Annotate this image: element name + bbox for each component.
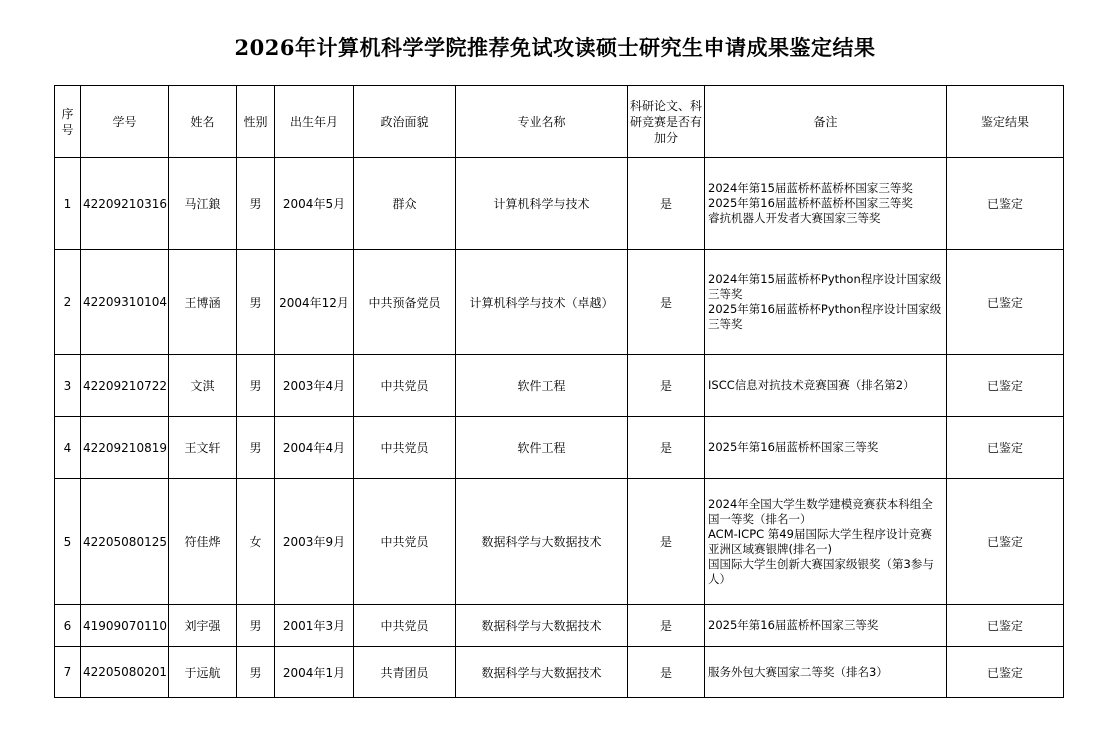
cell-birth: 2004年12月 bbox=[275, 250, 354, 355]
table-row bbox=[55, 158, 1064, 250]
remark-line: 国国际大学生创新大赛国家级银奖（第3参与人） bbox=[708, 556, 934, 586]
cell-remarks bbox=[705, 417, 947, 479]
cell-name: 于远航 bbox=[169, 647, 237, 698]
cell-student-id: 42205080201 bbox=[81, 647, 169, 698]
remark-line: 2025年第16届蓝桥杯国家三等奖 bbox=[708, 618, 879, 632]
cell-seq: 2 bbox=[55, 250, 81, 355]
cell-bonus: 是 bbox=[628, 417, 705, 479]
header-bonus: 科研论文、科研竞赛是否有加分 bbox=[628, 86, 705, 158]
cell-student-id: 41909070110 bbox=[81, 605, 169, 647]
cell-birth: 2003年4月 bbox=[275, 355, 354, 417]
header-student-id: 学号 bbox=[81, 86, 169, 158]
cell-student-id: 42209210819 bbox=[81, 417, 169, 479]
cell-bonus: 是 bbox=[628, 647, 705, 698]
cell-birth: 2004年5月 bbox=[275, 158, 354, 250]
cell-politics: 中共党员 bbox=[354, 479, 456, 605]
header-politics: 政治面貌 bbox=[354, 86, 456, 158]
cell-major: 数据科学与大数据技术 bbox=[456, 605, 628, 647]
cell-name: 王博涵 bbox=[169, 250, 237, 355]
table-row bbox=[55, 479, 1064, 605]
cell-name: 王文轩 bbox=[169, 417, 237, 479]
remark-line: 2024年第15届蓝桥杯Python程序设计国家级三等奖 bbox=[708, 272, 942, 301]
cell-gender: 男 bbox=[237, 605, 275, 647]
remark-line: 2025年第16届蓝桥杯国家三等奖 bbox=[708, 440, 879, 454]
cell-name: 文淇 bbox=[169, 355, 237, 417]
cell-birth: 2004年1月 bbox=[275, 647, 354, 698]
cell-seq: 3 bbox=[55, 355, 81, 417]
cell-major: 软件工程 bbox=[456, 417, 628, 479]
cell-student-id: 42209310104 bbox=[81, 250, 169, 355]
cell-bonus: 是 bbox=[628, 355, 705, 417]
table-row bbox=[55, 417, 1064, 479]
cell-politics: 中共党员 bbox=[354, 355, 456, 417]
cell-seq: 7 bbox=[55, 647, 81, 698]
header-major: 专业名称 bbox=[456, 86, 628, 158]
cell-gender: 男 bbox=[237, 647, 275, 698]
cell-result: 已鉴定 bbox=[947, 417, 1064, 479]
results-table bbox=[54, 85, 1064, 698]
remark-line: 服务外包大赛国家二等奖（排名3） bbox=[708, 664, 888, 679]
cell-major: 计算机科学与技术（卓越） bbox=[456, 250, 628, 355]
remark-line: 睿抗机器人开发者大赛国家三等奖 bbox=[708, 211, 881, 225]
cell-result: 已鉴定 bbox=[947, 479, 1064, 605]
cell-bonus: 是 bbox=[628, 479, 705, 605]
cell-birth: 2004年4月 bbox=[275, 417, 354, 479]
cell-remarks bbox=[705, 479, 947, 605]
table-row bbox=[55, 605, 1064, 647]
cell-student-id: 42205080125 bbox=[81, 479, 169, 605]
cell-major: 软件工程 bbox=[456, 355, 628, 417]
header-gender: 性别 bbox=[237, 86, 275, 158]
header-name: 姓名 bbox=[169, 86, 237, 158]
header-result: 鉴定结果 bbox=[947, 86, 1064, 158]
header-remarks: 备注 bbox=[705, 86, 947, 158]
cell-name: 刘宇强 bbox=[169, 605, 237, 647]
cell-name: 马江鋃 bbox=[169, 158, 237, 250]
cell-remarks bbox=[705, 647, 947, 698]
cell-result: 已鉴定 bbox=[947, 647, 1064, 698]
remark-line: 2024年第15届蓝桥杯蓝桥杯国家三等奖 bbox=[708, 181, 913, 195]
cell-birth: 2003年9月 bbox=[275, 479, 354, 605]
remark-line: 2025年第16届蓝桥杯蓝桥杯国家三等奖 bbox=[708, 196, 913, 210]
cell-result: 已鉴定 bbox=[947, 158, 1064, 250]
header-row bbox=[55, 86, 1064, 158]
cell-remarks bbox=[705, 355, 947, 417]
header-seq: 序号 bbox=[55, 86, 81, 158]
cell-bonus: 是 bbox=[628, 158, 705, 250]
table-row bbox=[55, 250, 1064, 355]
cell-result: 已鉴定 bbox=[947, 250, 1064, 355]
cell-name: 符佳烨 bbox=[169, 479, 237, 605]
table-row bbox=[55, 355, 1064, 417]
cell-major: 计算机科学与技术 bbox=[456, 158, 628, 250]
cell-result: 已鉴定 bbox=[947, 605, 1064, 647]
cell-major: 数据科学与大数据技术 bbox=[456, 479, 628, 605]
remark-line: 2024年全国大学生数学建模竞赛获本科组全国一等奖（排名一） bbox=[708, 496, 933, 526]
cell-bonus: 是 bbox=[628, 605, 705, 647]
cell-seq: 5 bbox=[55, 479, 81, 605]
remark-line: ISCC信息对抗技术竞赛国赛（排名第2） bbox=[708, 378, 915, 392]
cell-gender: 男 bbox=[237, 158, 275, 250]
cell-result: 已鉴定 bbox=[947, 355, 1064, 417]
cell-politics: 中共党员 bbox=[354, 605, 456, 647]
header-birth: 出生年月 bbox=[275, 86, 354, 158]
page-title: 2026年计算机科学学院推荐免试攻读硕士研究生申请成果鉴定结果 bbox=[234, 35, 876, 60]
cell-politics: 中共党员 bbox=[354, 417, 456, 479]
cell-remarks bbox=[705, 250, 947, 355]
cell-politics: 中共预备党员 bbox=[354, 250, 456, 355]
remark-line: 2025年第16届蓝桥杯Python程序设计国家级三等奖 bbox=[708, 302, 942, 331]
cell-gender: 男 bbox=[237, 355, 275, 417]
cell-seq: 6 bbox=[55, 605, 81, 647]
cell-politics: 群众 bbox=[354, 158, 456, 250]
cell-remarks bbox=[705, 158, 947, 250]
cell-seq: 4 bbox=[55, 417, 81, 479]
cell-major: 数据科学与大数据技术 bbox=[456, 647, 628, 698]
cell-remarks bbox=[705, 605, 947, 647]
cell-student-id: 42209210316 bbox=[81, 158, 169, 250]
cell-birth: 2001年3月 bbox=[275, 605, 354, 647]
cell-gender: 男 bbox=[237, 417, 275, 479]
cell-gender: 女 bbox=[237, 479, 275, 605]
cell-seq: 1 bbox=[55, 158, 81, 250]
cell-student-id: 42209210722 bbox=[81, 355, 169, 417]
cell-gender: 男 bbox=[237, 250, 275, 355]
cell-bonus: 是 bbox=[628, 250, 705, 355]
table-row bbox=[55, 647, 1064, 698]
cell-politics: 共青团员 bbox=[354, 647, 456, 698]
remark-line: ACM-ICPC 第49届国际大学生程序设计竞赛亚洲区域赛银牌(排名一) bbox=[708, 526, 932, 556]
